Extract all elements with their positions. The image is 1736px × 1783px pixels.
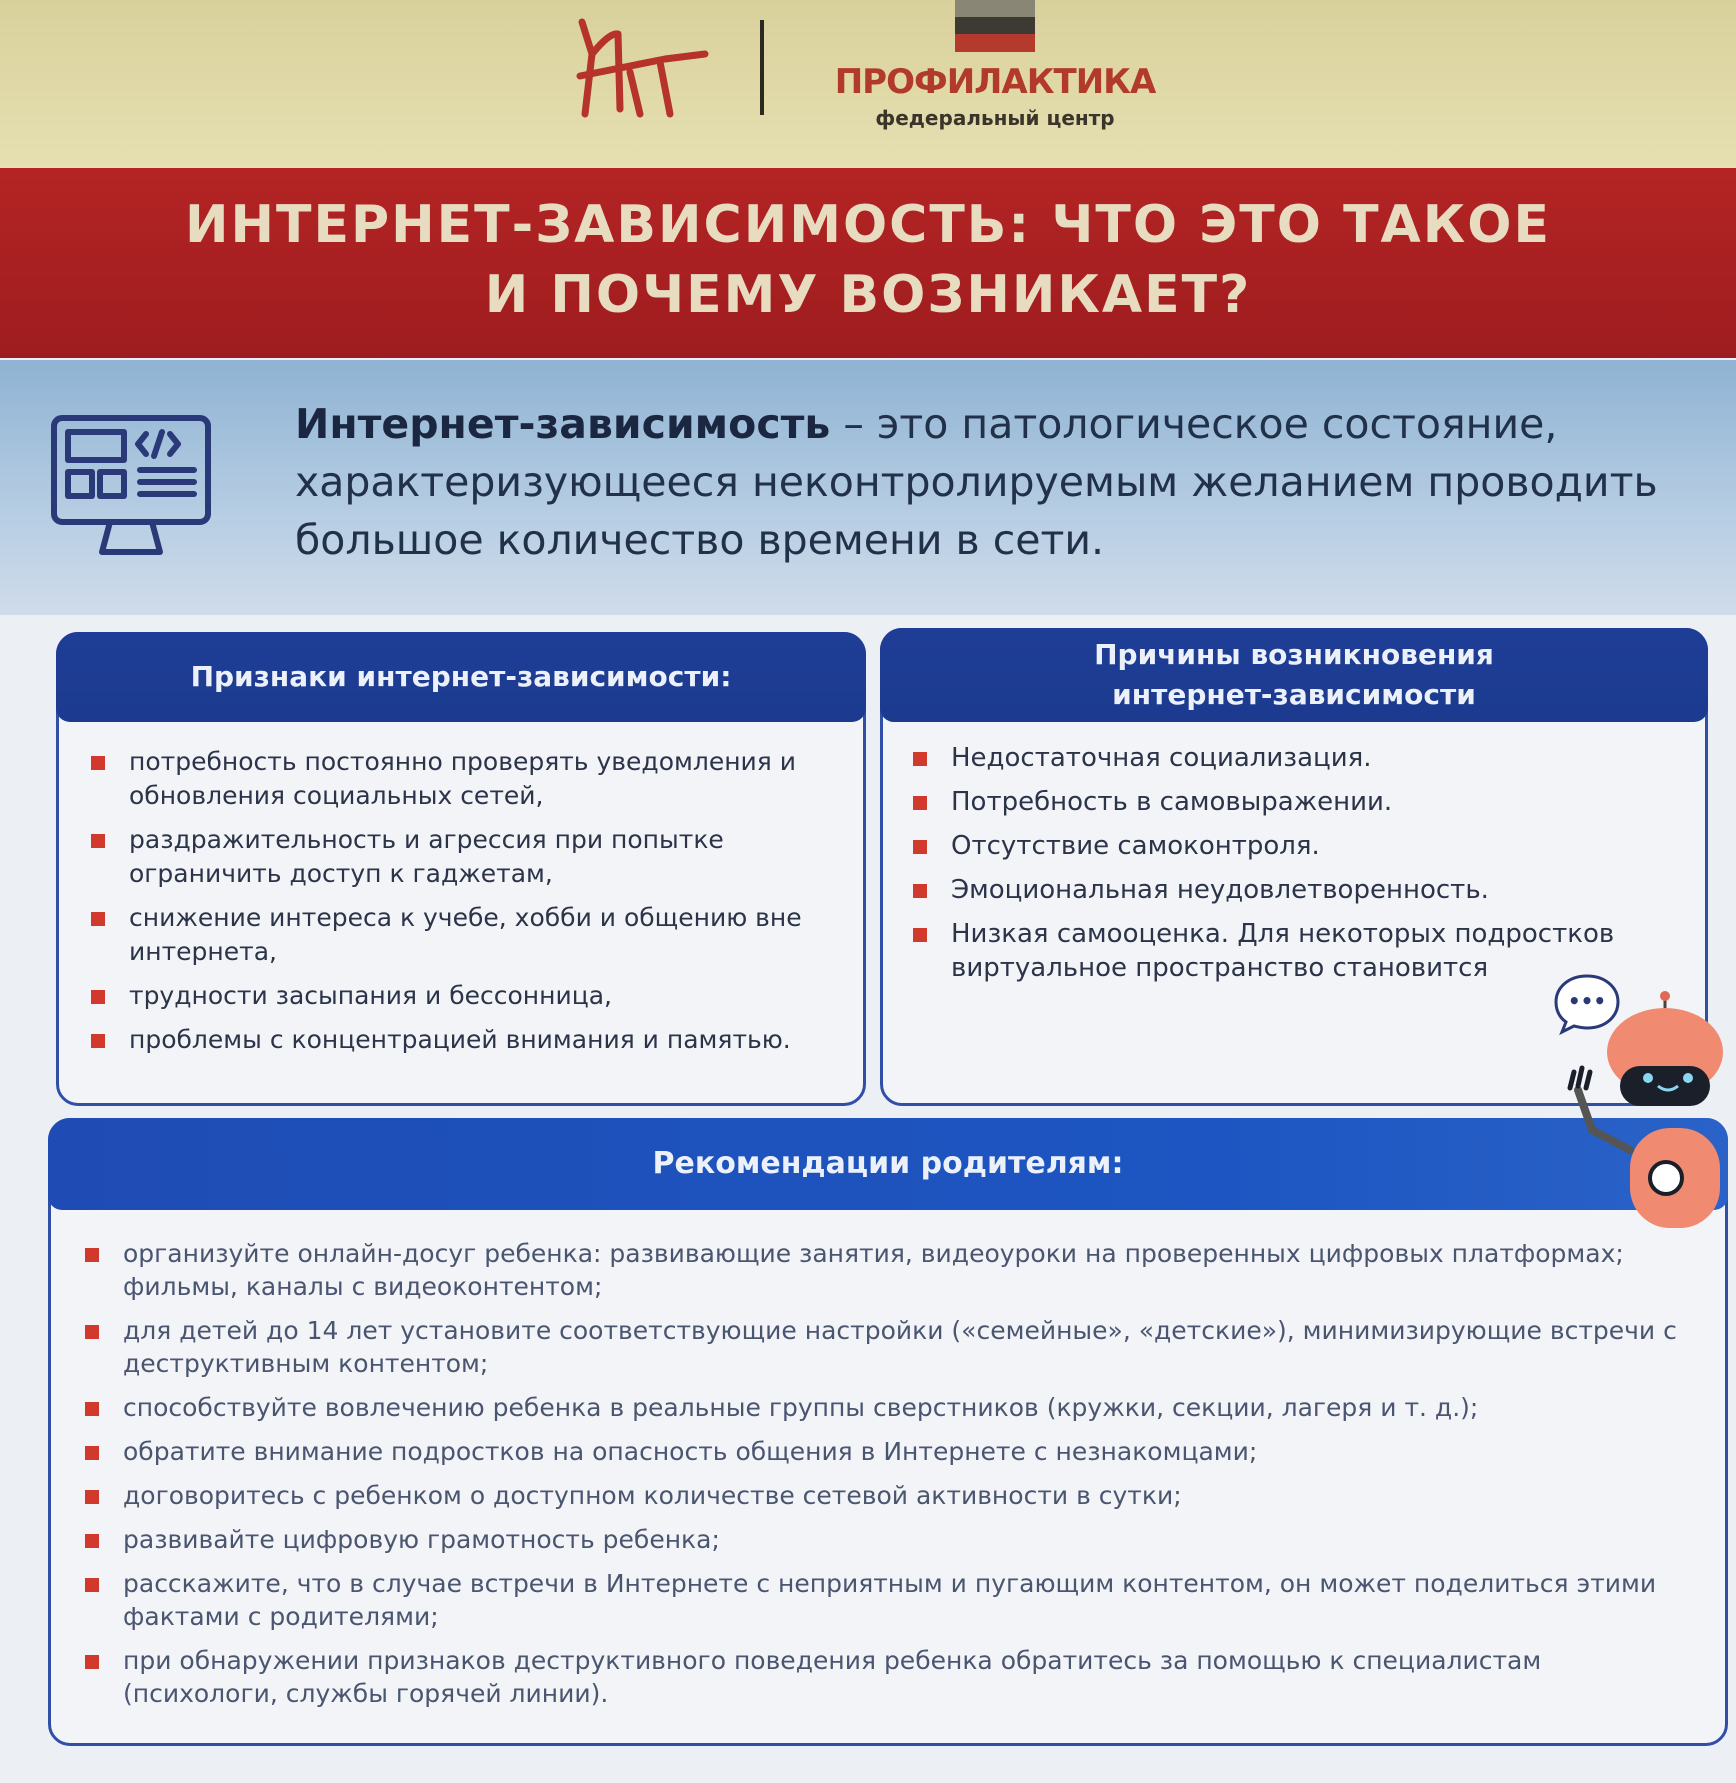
brand-subtitle: федеральный центр bbox=[875, 106, 1115, 130]
signs-list bbox=[91, 745, 851, 1067]
list-item: раздражительность и агрессия при попытке ограничить доступ к гаджетам, bbox=[91, 823, 851, 891]
list-item: организуйте онлайн-досуг ребенка: развивающие занятия, видеоуроки на проверенных цифровых платформах; фильмы, каналы с видеоконтентом; bbox=[85, 1237, 1685, 1303]
list-item: Низкая самооценка. Для некоторых подростков виртуальное пространство становится bbox=[913, 917, 1693, 985]
recommendations-list bbox=[85, 1237, 1685, 1721]
list-item: для детей до 14 лет установите соответствующие настройки («семейные», «детские»), минимизирующие встречи с деструктивным контентом; bbox=[85, 1314, 1685, 1380]
causes-heading-line1: Причины возникновения bbox=[1094, 638, 1494, 671]
title-banner bbox=[0, 168, 1736, 358]
list-item: трудности засыпания и бессонница, bbox=[91, 979, 851, 1013]
signs-card bbox=[56, 632, 866, 1106]
brand-name: ПРОФИЛАКТИКА bbox=[834, 62, 1156, 102]
list-item: снижение интереса к учебе, хобби и общению вне интернета, bbox=[91, 901, 851, 969]
chair-logo-icon bbox=[570, 14, 710, 124]
list-item: потребность постоянно проверять уведомления и обновления социальных сетей, bbox=[91, 745, 851, 813]
definition-body: – это патологическое состояние, характеризующееся неконтролируемым желанием проводить большое количество времени в сети. bbox=[295, 400, 1658, 564]
list-item: договоритесь с ребенком о доступном количестве сетевой активности в сутки; bbox=[85, 1479, 1685, 1512]
list-item: обратите внимание подростков на опасность общения в Интернете с незнакомцами; bbox=[85, 1435, 1685, 1468]
list-item: Отсутствие самоконтроля. bbox=[913, 829, 1693, 863]
bubble-dots: ••• bbox=[1567, 989, 1607, 1013]
list-item: Эмоциональная неудовлетворенность. bbox=[913, 873, 1693, 907]
list-item: развивайте цифровую грамотность ребенка; bbox=[85, 1523, 1685, 1556]
signs-heading: Признаки интернет-зависимости: bbox=[56, 632, 866, 722]
list-item: способствуйте вовлечению ребенка в реальные группы сверстников (кружки, секции, лагеря и т. д.); bbox=[85, 1391, 1685, 1424]
list-item: при обнаружении признаков деструктивного поведения ребенка обратитесь за помощью к специалистам (психологи, службы горячей линии). bbox=[85, 1644, 1685, 1710]
flag-icon bbox=[955, 0, 1035, 52]
page-title-line2: И ПОЧЕМУ ВОЗНИКАЕТ? bbox=[484, 265, 1252, 325]
causes-heading-line2: интернет-зависимости bbox=[1112, 678, 1476, 711]
page-title-line1: ИНТЕРНЕТ-ЗАВИСИМОСТЬ: ЧТО ЭТО ТАКОЕ bbox=[184, 195, 1552, 255]
robot-icon bbox=[1530, 960, 1736, 1250]
definition-text bbox=[295, 395, 1715, 569]
header bbox=[0, 0, 1736, 168]
computer-code-icon bbox=[50, 412, 214, 562]
list-item: расскажите, что в случае встречи в Интернете с неприятным и пугающим контентом, он может поделиться этими фактами с родителями; bbox=[85, 1567, 1685, 1633]
causes-heading bbox=[880, 628, 1708, 722]
recommendations-card bbox=[48, 1118, 1728, 1746]
logo-divider bbox=[760, 20, 764, 115]
list-item: Потребность в самовыражении. bbox=[913, 785, 1693, 819]
definition-term: Интернет-зависимость bbox=[295, 400, 831, 448]
causes-list bbox=[913, 741, 1693, 995]
recommendations-heading: Рекомендации родителям: bbox=[48, 1118, 1728, 1210]
list-item: проблемы с концентрацией внимания и памятью. bbox=[91, 1023, 851, 1057]
list-item: Недостаточная социализация. bbox=[913, 741, 1693, 775]
